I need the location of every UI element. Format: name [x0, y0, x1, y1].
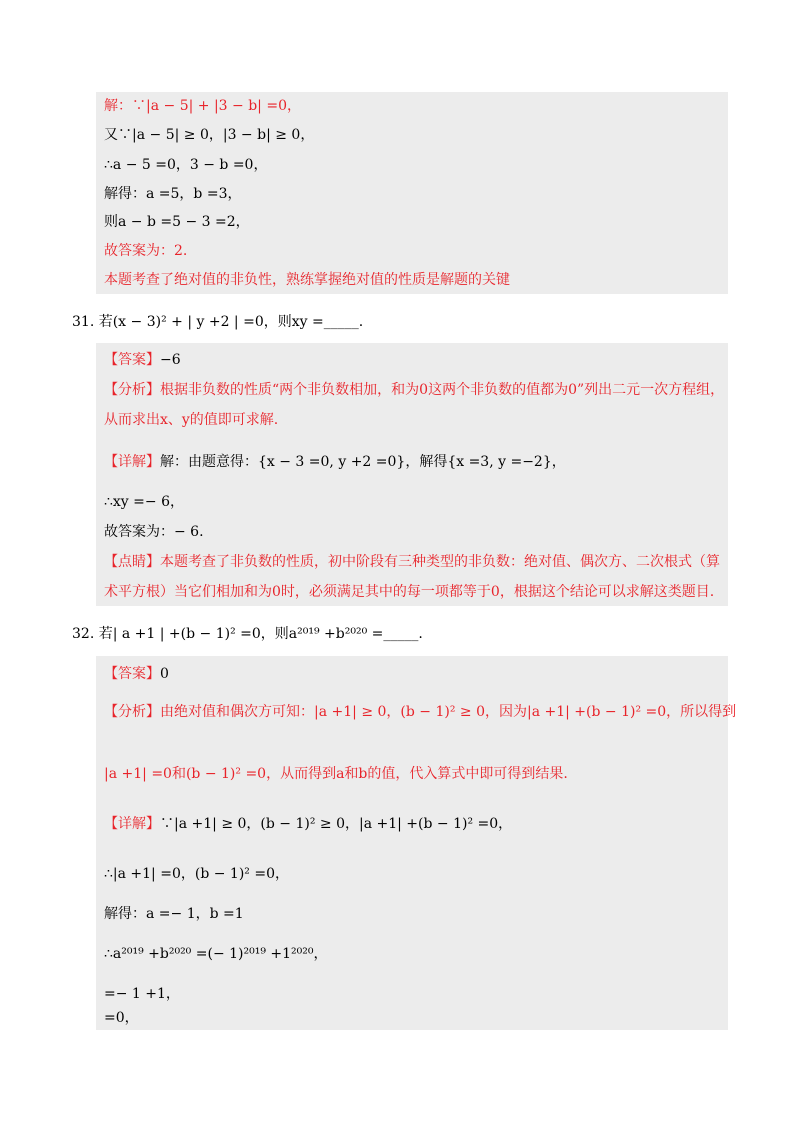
answer-line: [104, 664, 169, 684]
analysis-line: 从而求出x、y的值即可求解.: [104, 412, 279, 428]
detail-line: 解：∵|a − 5| + |3 − b| =0，: [104, 98, 301, 114]
analysis-line: [104, 380, 724, 400]
detail-line: =0，: [104, 1010, 139, 1026]
detail-line: ∴|a +1| =0，(b − 1)² =0，: [104, 866, 289, 882]
detail-text: 解：由题意得：{x − 3 =0, y +2 =0}，解得{x =3, y =−2}，: [160, 454, 566, 470]
analysis-tag: 【分析】: [104, 704, 160, 720]
analysis-text: 根据非负数的性质“两个非负数相加，和为0这两个非负数的值都为0”列出二元一次方程组，: [160, 382, 725, 398]
question-31: [72, 312, 363, 332]
answer-tag: 【答案】: [104, 352, 160, 368]
detail-line: 解得：a =5，b =3，: [104, 186, 242, 202]
question-number: 32.: [72, 626, 95, 642]
question-text: 若| a +1 | +(b − 1)² =0，则a²⁰¹⁹ +b²⁰²⁰ =_____.: [98, 626, 423, 642]
detail-tag: 【详解】: [104, 454, 160, 470]
detail-line: 又∵|a − 5| ≥ 0，|3 − b| ≥ 0，: [104, 127, 315, 143]
comment-line: [104, 552, 720, 572]
answer-value: 0: [160, 666, 169, 682]
analysis-line: [104, 702, 736, 722]
detail-line: ∴a²⁰¹⁹ +b²⁰²⁰ =(− 1)²⁰¹⁹ +1²⁰²⁰，: [104, 946, 328, 962]
question-number: 31.: [72, 314, 95, 330]
detail-line: 解得：a =− 1，b =1: [104, 906, 244, 922]
answer-line: [104, 350, 181, 370]
detail-line: =− 1 +1，: [104, 986, 180, 1002]
detail-line: [104, 452, 566, 472]
detail-line: ∴a − 5 =0，3 − b =0，: [104, 157, 268, 173]
question-text: 若(x − 3)² + | y +2 | =0，则xy =_____.: [98, 314, 364, 330]
detail-line: [104, 814, 512, 834]
detail-line: ∴xy =− 6，: [104, 494, 184, 510]
comment-tag: 【点睛】: [104, 554, 160, 570]
detail-text: ∵|a +1| ≥ 0，(b − 1)² ≥ 0，|a +1| +(b − 1)² =0，: [160, 816, 513, 832]
answer-tag: 【答案】: [104, 666, 160, 682]
analysis-line: |a +1| =0和(b − 1)² =0，从而得到a和b的值，代入算式中即可得到结果.: [104, 766, 568, 782]
detail-line: 则a − b =5 − 3 =2，: [104, 214, 250, 230]
answer-value: −6: [160, 352, 181, 368]
detail-tag: 【详解】: [104, 816, 160, 832]
analysis-text: 由绝对值和偶次方可知：|a +1| ≥ 0，(b − 1)² ≥ 0，因为|a +1| +(b − 1)² =0，所以得到: [160, 704, 737, 720]
answer-line: 故答案为：2.: [104, 243, 188, 259]
detail-line: 故答案为：− 6.: [104, 524, 204, 540]
comment-line: 术平方根）当它们相加和为0时，必须满足其中的每一项都等于0，根据这个结论可以求解这类题目.: [104, 584, 715, 600]
analysis-tag: 【分析】: [104, 382, 160, 398]
comment-text: 本题考查了非负数的性质，初中阶段有三种类型的非负数：绝对值、偶次方、二次根式（算: [160, 554, 720, 570]
question-32: [72, 624, 423, 644]
comment-line: 本题考查了绝对值的非负性，熟练掌握绝对值的性质是解题的关键: [104, 272, 510, 288]
